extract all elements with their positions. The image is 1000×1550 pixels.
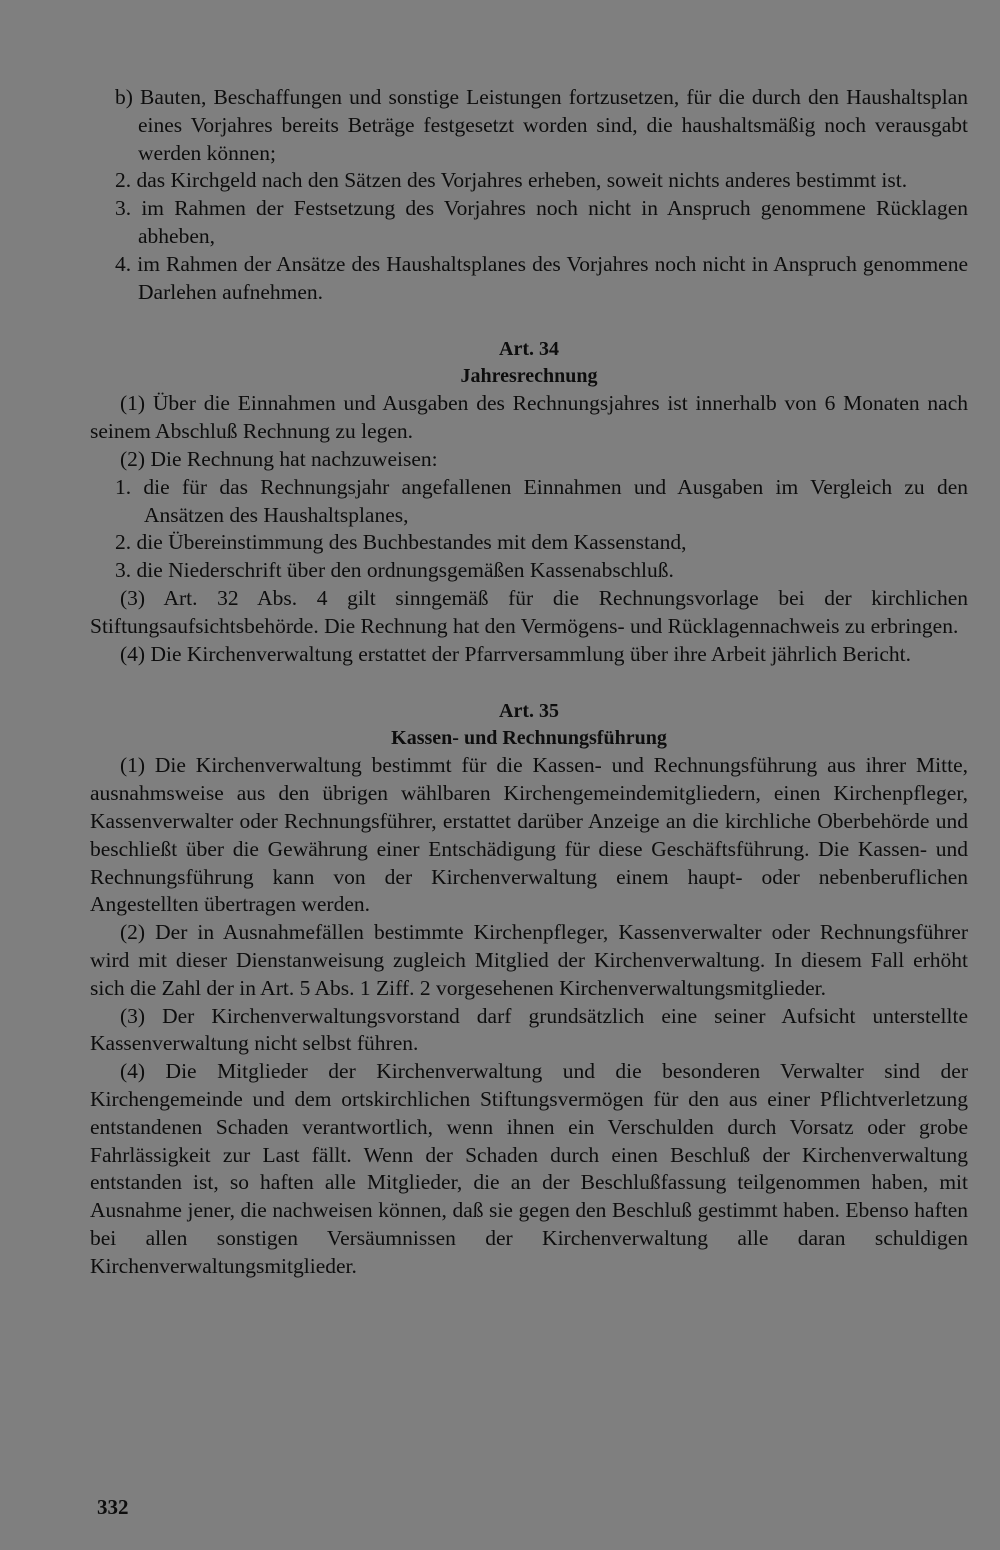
art34-item-1: 1. die für das Rechnungsjahr angefallenen Einnahmen und Ausgaben im Vergleich zu den Ansätzen des Haushaltsplanes,: [115, 474, 968, 527]
art35-title: Kassen- und Rechnungsführung: [391, 727, 667, 750]
art34-item-3: 3. die Niederschrift über den ordnungsgemäßen Kassenabschluß.: [115, 558, 674, 583]
list-item-b: b) Bauten, Beschaffungen und sonstige Leistungen fortzusetzen, für die durch den Haushaltsplan eines Vorjahres bereits Beträge festgesetzt worden sind, die haushaltsmäßig noch verausgabt werden können;: [115, 85, 968, 165]
art34-paragraph-1: (1) Über die Einnahmen und Ausgaben des Rechnungsjahres ist innerhalb von 6 Monaten nach seinem Abschluß Rechnung zu legen.: [90, 391, 968, 444]
page-number: 332: [97, 1495, 129, 1519]
list-item-4: 4. im Rahmen der Ansätze des Haushaltsplanes des Vorjahres noch nicht in Anspruch genommene Darlehen aufnehmen.: [115, 251, 968, 304]
art35-paragraph-1: (1) Die Kirchenverwaltung bestimmt für die Kassen- und Rechnungsführung aus ihrer Mitte, ausnahmsweise aus den übrigen wählbaren Kirchengemeindemitgliedern, einen Kirchenpfleger, Kassenverwalter oder Rechnungsführer, erstattet darüber Anzeige an die kirchliche Oberbehörde und beschließt über die Gewährung einer Entschädigung für diese Geschäftsführung. Die Kassen- und Rechnungsführung kann von der Kirchenverwaltung einem haupt- oder nebenberuflichen Angestellten übertragen werden.: [90, 753, 968, 917]
art35-paragraph-3: (3) Der Kirchenverwaltungsvorstand darf grundsätzlich eine seiner Aufsicht unterstellte Kassenverwaltung nicht selbst führen.: [90, 1003, 968, 1056]
document-page: [90, 84, 968, 1280]
art34-title: Jahresrechnung: [460, 365, 598, 388]
art35-paragraph-4: (4) Die Mitglieder der Kirchenverwaltung und die besonderen Verwalter sind der Kirchengemeinde und dem ortskirchlichen Stiftungsvermögen für den aus einer Pflichtverletzung entstandenen Schaden verantwortlich, wenn ihnen ein Verschulden durch Vorsatz oder grobe Fahrlässigkeit zur Last fällt. Wenn der Schaden durch einen Beschluß der Kirchenverwaltung entstanden ist, so haften alle Mitglieder, die an der Beschlußfassung teilgenommen haben, mit Ausnahme jener, die nachweisen können, daß sie gegen den Beschluß gestimmt haben. Ebenso haften bei allen sonstigen Versäumnissen der Kirchenverwaltung alle daran schuldigen Kirchenverwaltungsmitglieder.: [90, 1059, 968, 1278]
section-spacer: [90, 668, 968, 698]
list-item-3: 3. im Rahmen der Festsetzung des Vorjahres noch nicht in Anspruch genommene Rücklagen abheben,: [115, 196, 968, 248]
section-spacer: [90, 306, 968, 336]
art34-paragraph-3: (3) Art. 32 Abs. 4 gilt sinngemäß für die Rechnungsvorlage bei der kirchlichen Stiftungsaufsichtsbehörde. Die Rechnung hat den Vermögens- und Rücklagennachweis zu erbringen.: [90, 585, 968, 638]
art35-number: Art. 35: [499, 700, 559, 723]
art34-number: Art. 34: [499, 338, 559, 361]
art35-paragraph-2: (2) Der in Ausnahmefällen bestimmte Kirchenpfleger, Kassenverwalter oder Rechnungsführer wird mit dieser Dienstanweisung zugleich Mitglied der Kirchenverwaltung. In diesem Fall erhöht sich die Zahl der in Art. 5 Abs. 1 Ziff. 2 vorgesehenen Kirchenverwaltungsmitglieder.: [90, 920, 968, 1000]
list-item-2: 2. das Kirchgeld nach den Sätzen des Vorjahres erheben, soweit nichts anderes bestimmt ist.: [115, 168, 908, 193]
art34-item-2: 2. die Übereinstimmung des Buchbestandes mit dem Kassenstand,: [115, 530, 687, 555]
art34-paragraph-4: (4) Die Kirchenverwaltung erstattet der Pfarrversammlung über ihre Arbeit jährlich Bericht.: [120, 641, 912, 666]
art34-paragraph-2: (2) Die Rechnung hat nachzuweisen:: [120, 446, 438, 471]
